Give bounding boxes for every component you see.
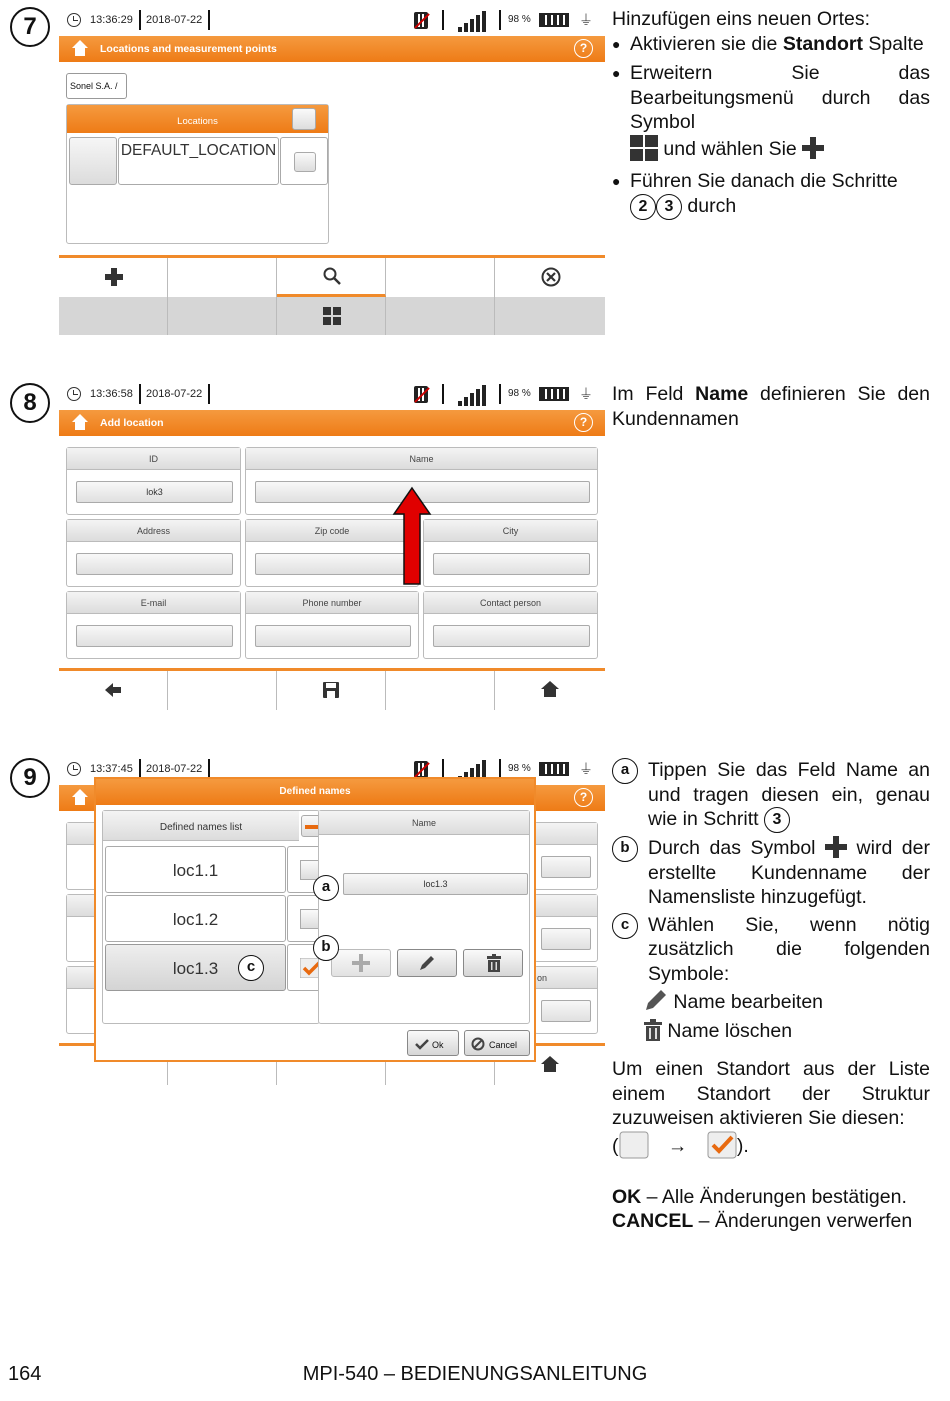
location-name: DEFAULT_LOCATION xyxy=(118,137,279,185)
dialog-title: Defined names xyxy=(96,779,534,805)
title-bar xyxy=(59,410,605,436)
battery-icon xyxy=(539,13,569,27)
list-item-selected[interactable]: loc1.3 xyxy=(105,944,286,991)
status-bar xyxy=(59,0,605,36)
name-panel xyxy=(318,810,530,1024)
status-time: 13:37:45 xyxy=(90,763,133,775)
battery-percent: 98 % xyxy=(508,388,531,399)
pencil-icon xyxy=(644,988,668,1012)
help-icon[interactable]: ? xyxy=(574,39,593,58)
callout-c: c xyxy=(238,955,264,981)
zip-field: Zip code xyxy=(245,519,419,587)
screen-title: Add location xyxy=(100,417,164,429)
search-button[interactable] xyxy=(277,258,386,297)
pencil-icon xyxy=(418,954,436,972)
toolbar xyxy=(59,255,605,297)
contact-field: Contact person xyxy=(423,591,598,659)
status-time: 13:36:58 xyxy=(90,388,133,400)
home-button[interactable] xyxy=(495,671,605,710)
edit-name-button[interactable] xyxy=(397,949,457,977)
email-input[interactable] xyxy=(76,625,233,647)
footer-title: MPI-540 – BEDIENUNGSANLEITUNG xyxy=(302,1363,648,1385)
submenu-bar xyxy=(59,297,605,335)
address-input[interactable] xyxy=(76,553,233,575)
location-checkbox[interactable] xyxy=(294,152,316,172)
memory-card-icon xyxy=(414,12,428,29)
trash-icon xyxy=(487,954,501,972)
red-arrow-icon xyxy=(392,486,432,586)
callout-a: a xyxy=(313,875,339,901)
battery-icon xyxy=(539,762,569,776)
check-icon xyxy=(415,1038,429,1050)
screen-locations xyxy=(59,0,605,335)
name-input[interactable]: loc1.3 xyxy=(343,873,528,895)
phone-field: Phone number xyxy=(245,591,419,659)
defined-names-dialog xyxy=(94,777,536,1062)
edit-menu-button[interactable] xyxy=(277,297,386,335)
checked-checkbox-icon xyxy=(707,1131,737,1159)
status-bar xyxy=(59,374,605,410)
contact-input[interactable] xyxy=(433,625,590,647)
clock-icon xyxy=(67,387,81,401)
battery-percent: 98 % xyxy=(508,763,531,774)
plug-icon: ⏚ xyxy=(579,12,593,28)
home-icon xyxy=(541,681,559,697)
battery-icon xyxy=(539,387,569,401)
locations-header: Locations xyxy=(67,105,328,133)
cancel-button[interactable]: Cancel xyxy=(464,1030,530,1056)
grid-icon xyxy=(630,135,658,161)
screen-title: Locations and measurement points xyxy=(100,43,277,55)
signal-icon xyxy=(458,384,492,406)
page-number: 164 xyxy=(8,1363,42,1385)
memory-card-icon xyxy=(414,761,428,778)
save-icon xyxy=(323,682,339,698)
plug-icon: ⏚ xyxy=(579,761,593,777)
home-icon xyxy=(541,1056,559,1072)
help-icon[interactable]: ? xyxy=(574,413,593,432)
delete-name-button[interactable] xyxy=(463,949,523,977)
step-number-9: 9 xyxy=(10,758,50,798)
step-ref-2: 2 xyxy=(630,194,656,220)
plug-icon: ⏚ xyxy=(579,386,593,402)
step-ref-3: 3 xyxy=(656,194,682,220)
step7-heading: Hinzufügen eins neuen Ortes: xyxy=(612,8,870,30)
add-button[interactable] xyxy=(59,258,168,297)
screen-add-location xyxy=(59,374,605,709)
step7-bullet-2: ● Erweitern Sie das Bearbeitungsmenü durch das Symbol und wählen Sie xyxy=(612,61,930,161)
zip-input[interactable] xyxy=(255,553,411,575)
clock-icon xyxy=(67,13,81,27)
city-input[interactable] xyxy=(433,553,590,575)
plus-icon xyxy=(352,954,370,972)
step8-text: Im Feld Name definieren Sie den Kundennamen xyxy=(612,383,930,430)
empty-checkbox-icon xyxy=(619,1131,649,1159)
save-button[interactable] xyxy=(277,671,386,710)
status-date: 2018-07-22 xyxy=(146,763,203,775)
status-time: 13:36:29 xyxy=(90,14,133,26)
breadcrumb[interactable]: Sonel S.A. / xyxy=(66,73,127,99)
close-button[interactable] xyxy=(495,258,605,297)
names-list-header: Defined names list xyxy=(159,822,243,833)
phone-input[interactable] xyxy=(255,625,411,647)
location-row[interactable] xyxy=(69,137,328,185)
toolbar xyxy=(59,668,605,710)
location-check-cell xyxy=(280,137,328,185)
step7-text xyxy=(612,7,930,220)
toolbar-empty-1 xyxy=(168,258,277,297)
trash-icon xyxy=(644,1019,662,1041)
back-button[interactable] xyxy=(59,671,168,710)
id-field: ID lok3 xyxy=(66,447,241,515)
plus-icon xyxy=(105,268,123,286)
address-field: Address xyxy=(66,519,241,587)
close-icon xyxy=(541,267,561,287)
title-bar xyxy=(59,36,605,62)
callout-b: b xyxy=(313,935,339,961)
name-header: Name xyxy=(411,818,436,828)
step-ref-3: 3 xyxy=(764,807,790,833)
home-icon[interactable] xyxy=(71,789,89,807)
step-number-7: 7 xyxy=(10,7,50,47)
screen-defined-names: 13:37:45 2018-07-22 98 % ⏚ ? on Defined names Defined names list loc1.1 loc1.2 loc1.3 c Name loc1.3 a b Ok Cancel xyxy=(59,749,605,1094)
plus-icon xyxy=(825,836,847,858)
city-field: City xyxy=(423,519,598,587)
select-all-checkbox[interactable] xyxy=(292,108,316,130)
back-arrow-icon xyxy=(105,683,121,697)
home-icon[interactable] xyxy=(71,40,89,58)
list-item[interactable]: loc1.1 xyxy=(105,846,286,893)
email-field: E-mail xyxy=(66,591,241,659)
status-date: 2018-07-22 xyxy=(146,388,203,400)
signal-icon xyxy=(458,10,492,32)
names-list-panel xyxy=(102,810,320,1024)
help-icon[interactable]: ? xyxy=(574,788,593,807)
id-input[interactable]: lok3 xyxy=(76,481,233,503)
clock-icon xyxy=(67,762,81,776)
add-name-button[interactable] xyxy=(331,949,391,977)
step9-text: a Tippen Sie das Feld Name an und tragen diesen ein, genau wie in Schritt 3 b Durch das Symbol wird der erstellte Kundenname der Namensliste hinzugefügt. c Wählen Sie, wenn nötig zusätzlich die folgenden Symbole: Name bearbeiten Name löschen Um einen Standort aus der Liste einem Standort der Struktur zuzuweisen aktivieren Sie diesen: ( → ). OK – Alle Änderungen bestätigen. CANCEL – Änderungen verwerfen xyxy=(612,759,930,1232)
step7-bullet-1: ● Aktivieren sie die Standort Spalte xyxy=(612,32,930,57)
grid-icon xyxy=(323,307,341,325)
battery-percent: 98 % xyxy=(508,14,531,25)
list-item[interactable]: loc1.2 xyxy=(105,895,286,942)
cancel-icon xyxy=(471,1037,485,1051)
name-field: Name xyxy=(245,447,598,515)
step-number-8: 8 xyxy=(10,383,50,423)
location-icon-cell xyxy=(69,137,117,185)
search-icon xyxy=(323,267,341,285)
memory-card-icon xyxy=(414,386,428,403)
plus-icon xyxy=(802,137,824,159)
locations-panel xyxy=(66,104,329,244)
step7-bullet-3: ● Führen Sie danach die Schritte 2 3 durch xyxy=(612,169,930,220)
toolbar-empty-2 xyxy=(386,258,495,297)
ok-button[interactable]: Ok xyxy=(407,1030,459,1056)
status-date: 2018-07-22 xyxy=(146,14,203,26)
list-checkbox[interactable] xyxy=(287,895,321,942)
home-icon[interactable] xyxy=(71,414,89,432)
